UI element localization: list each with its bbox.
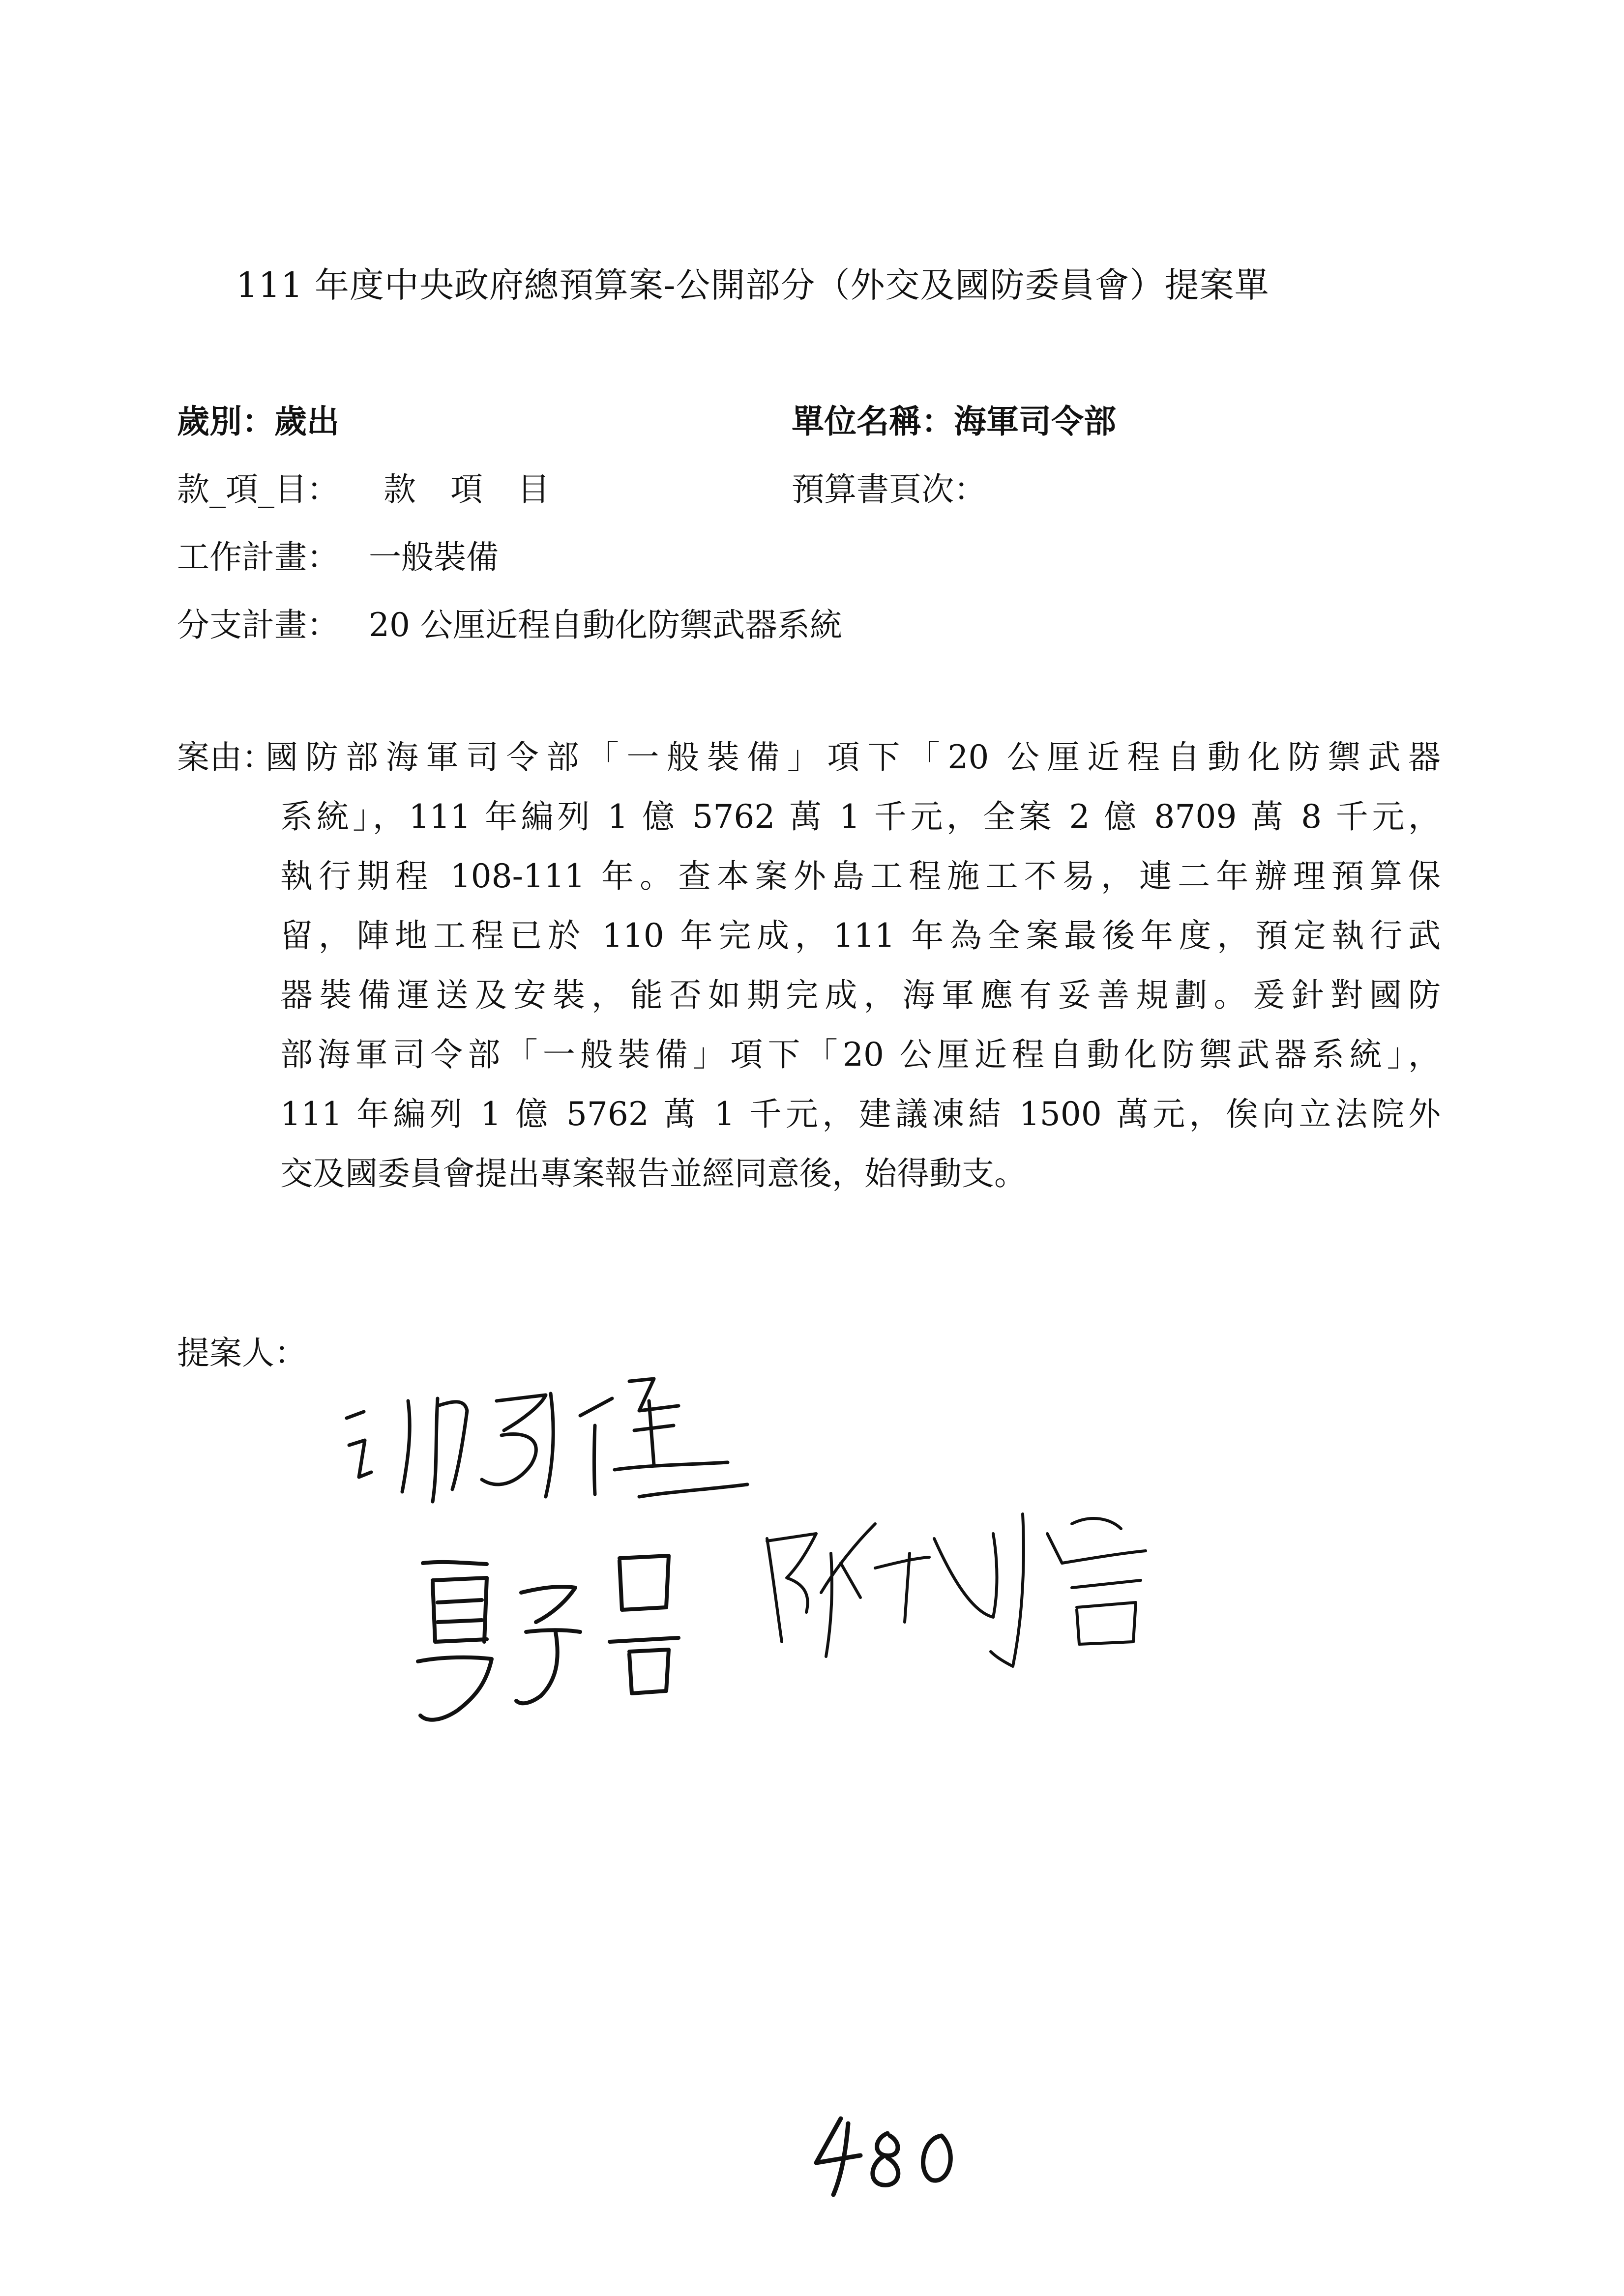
unit-field [792, 398, 1116, 445]
unit-label: 單位名稱： [792, 403, 954, 440]
item-field [177, 466, 584, 513]
document-title: 111 年度中央政府總預算案-公開部分（外交及國防委員會）提案單 [236, 265, 1270, 305]
work-plan-label: 工作計畫： [177, 538, 339, 576]
proposer-label: 提案人： [177, 1334, 307, 1372]
budget-page-field [792, 466, 986, 513]
reason-line: 111 年編列 1 億 5762 萬 1 千元，建議凍結 1500 萬元，俟向立法院外 [280, 1095, 1441, 1133]
sub-plan-label: 分支計畫： [177, 606, 339, 644]
sub-plan-field [177, 602, 842, 649]
category-label: 歲別： [177, 403, 274, 440]
item-value: 款項目 [384, 470, 584, 508]
category-value: 歲出 [274, 403, 339, 440]
page-number [806, 2109, 964, 2197]
reason-line: 器裝備運送及安裝，能否如期完成，海軍應有妥善規劃。爰針對國防 [280, 976, 1441, 1014]
reason-line: 部海軍司令部「一般裝備」項下「20 公厘近程自動化防禦武器系統」， [280, 1036, 1441, 1074]
signature-1 [334, 1371, 757, 1519]
budget-page-label: 預算書頁次： [792, 470, 986, 508]
reason-line: 留，陣地工程已於 110 年完成，111 年為全案最後年度，預定執行武 [280, 917, 1441, 955]
sub-plan-value: 20 公厘近程自動化防禦武器系統 [369, 606, 842, 644]
work-plan-field [177, 534, 499, 581]
category-field [177, 398, 339, 445]
reason-label: 案由： [177, 738, 274, 776]
unit-value: 海軍司令部 [954, 403, 1116, 440]
reason-line: 系統」，111 年編列 1 億 5762 萬 1 千元，全案 2 億 8709 萬 8 千元， [280, 798, 1441, 836]
reason-line: 執行期程 108-111 年。查本案外島工程施工不易，連二年辦理預算保 [280, 857, 1441, 895]
signature-3 [747, 1494, 1180, 1681]
reason-line: 國防部海軍司令部「一般裝備」項下「20 公厘近程自動化防禦武器 [266, 738, 1441, 776]
signature-2 [413, 1534, 733, 1740]
work-plan-value: 一般裝備 [369, 538, 499, 576]
reason-line: 交及國委員會提出專案報告並經同意後，始得動支。 [280, 1155, 1027, 1192]
item-label: 款_項_目： [177, 470, 339, 508]
